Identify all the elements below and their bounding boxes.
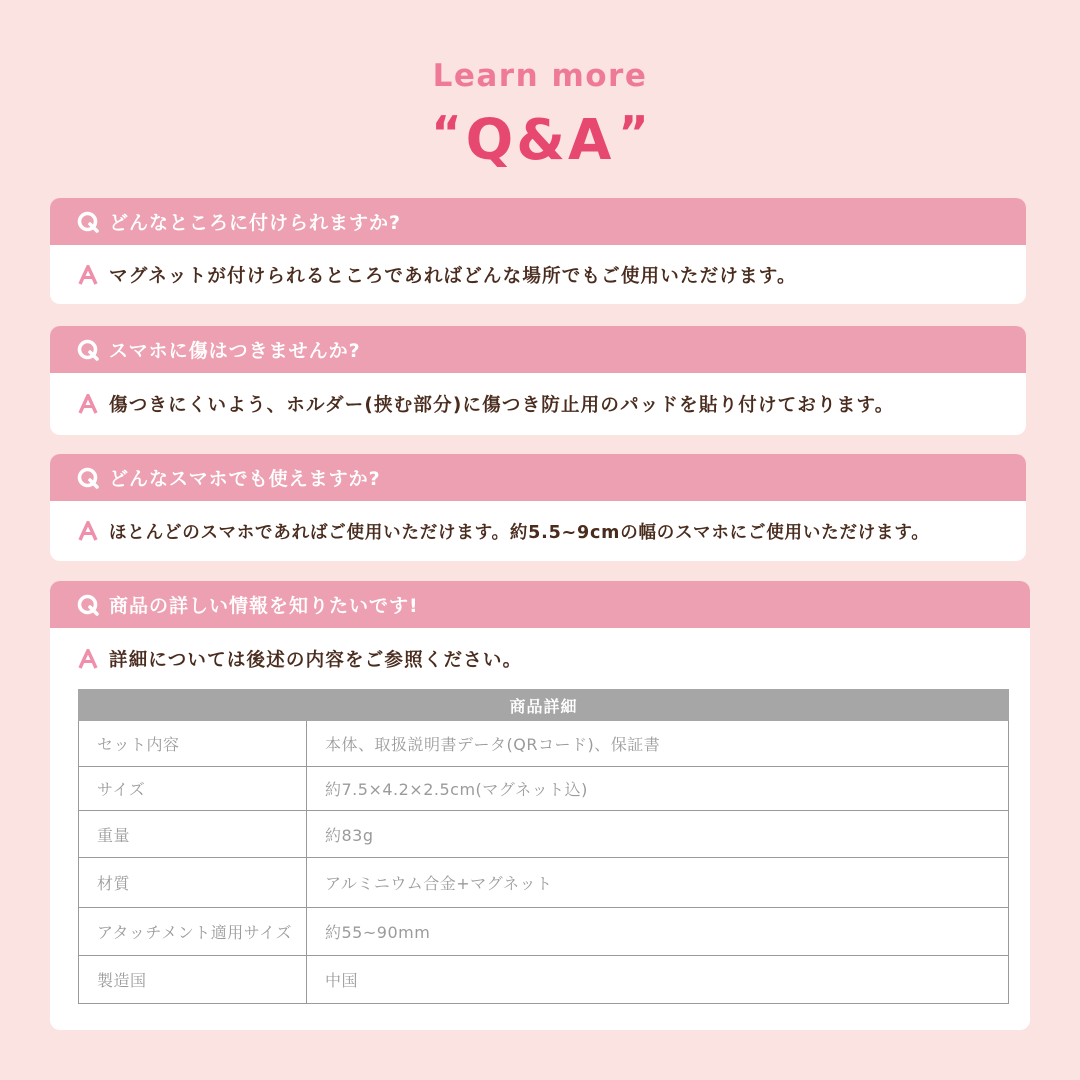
spec-value: 約55~90mm xyxy=(307,908,1009,956)
faq-card-4 xyxy=(50,581,1030,1030)
faq-question-bar xyxy=(50,581,1030,628)
faq-card-3 xyxy=(50,454,1026,561)
spec-label: アタッチメント適用サイズ xyxy=(79,908,307,956)
faq-answer-row xyxy=(50,373,1026,435)
question-q-icon xyxy=(76,210,100,234)
table-row xyxy=(79,956,1009,1004)
learn-more-subtitle: Learn more xyxy=(432,58,648,94)
answer-a-icon xyxy=(78,265,98,285)
close-quote: ” xyxy=(618,106,649,160)
spec-label: 材質 xyxy=(79,858,307,908)
spec-value: 約83g xyxy=(307,811,1009,858)
faq-question-text: どんなスマホでも使えますか? xyxy=(109,468,381,490)
faq-answer-row xyxy=(50,245,1026,304)
spec-label: 重量 xyxy=(79,811,307,858)
table-row xyxy=(79,858,1009,908)
spec-value: アルミニウム合金+マグネット xyxy=(307,858,1009,908)
spec-value: 約7.5×4.2×2.5cm(マグネット込) xyxy=(307,767,1009,811)
faq-answer-row xyxy=(50,501,1026,561)
table-row xyxy=(79,908,1009,956)
spec-table-title: 商品詳細 xyxy=(79,690,1009,721)
answer-a-icon xyxy=(78,521,98,541)
faq-question-text: どんなところに付けられますか? xyxy=(109,212,402,234)
spec-value: 本体、取扱説明書データ(QRコード)、保証書 xyxy=(307,721,1009,767)
spec-label: 製造国 xyxy=(79,956,307,1004)
faq-answer-text: 傷つきにくいよう、ホルダー(挟む部分)に傷つき防止用のパッドを貼り付けております。 xyxy=(109,395,895,416)
faq-answer-row xyxy=(50,628,1030,690)
faq-question-bar xyxy=(50,326,1026,373)
product-spec-table xyxy=(78,689,1009,1004)
table-row xyxy=(79,811,1009,858)
answer-a-icon xyxy=(78,394,98,414)
faq-answer-text: ほとんどのスマホであればご使用いただけます。約5.5~9cmの幅のスマホにご使用いただけます。 xyxy=(109,522,930,543)
page-header xyxy=(0,56,1080,176)
spec-value: 中国 xyxy=(307,956,1009,1004)
faq-answer-text: マグネットが付けられるところであればどんな場所でもご使用いただけます。 xyxy=(109,265,797,287)
qa-title xyxy=(0,98,1080,176)
qa-title-text: Q&A xyxy=(465,108,615,173)
faq-question-bar xyxy=(50,198,1026,245)
faq-question-text: スマホに傷はつきませんか? xyxy=(109,340,361,362)
faq-card-1 xyxy=(50,198,1026,304)
faq-question-text: 商品の詳しい情報を知りたいです! xyxy=(109,595,419,617)
open-quote: “ xyxy=(431,106,462,160)
question-q-icon xyxy=(76,593,100,617)
table-row xyxy=(79,767,1009,811)
question-q-icon xyxy=(76,338,100,362)
faq-question-bar xyxy=(50,454,1026,501)
question-q-icon xyxy=(76,466,100,490)
answer-a-icon xyxy=(78,649,98,669)
spec-label: サイズ xyxy=(79,767,307,811)
faq-answer-text: 詳細については後述の内容をご参照ください。 xyxy=(109,650,523,671)
faq-card-2 xyxy=(50,326,1026,435)
spec-label: セット内容 xyxy=(79,721,307,767)
table-row xyxy=(79,721,1009,767)
spec-table-header-row xyxy=(79,690,1009,721)
